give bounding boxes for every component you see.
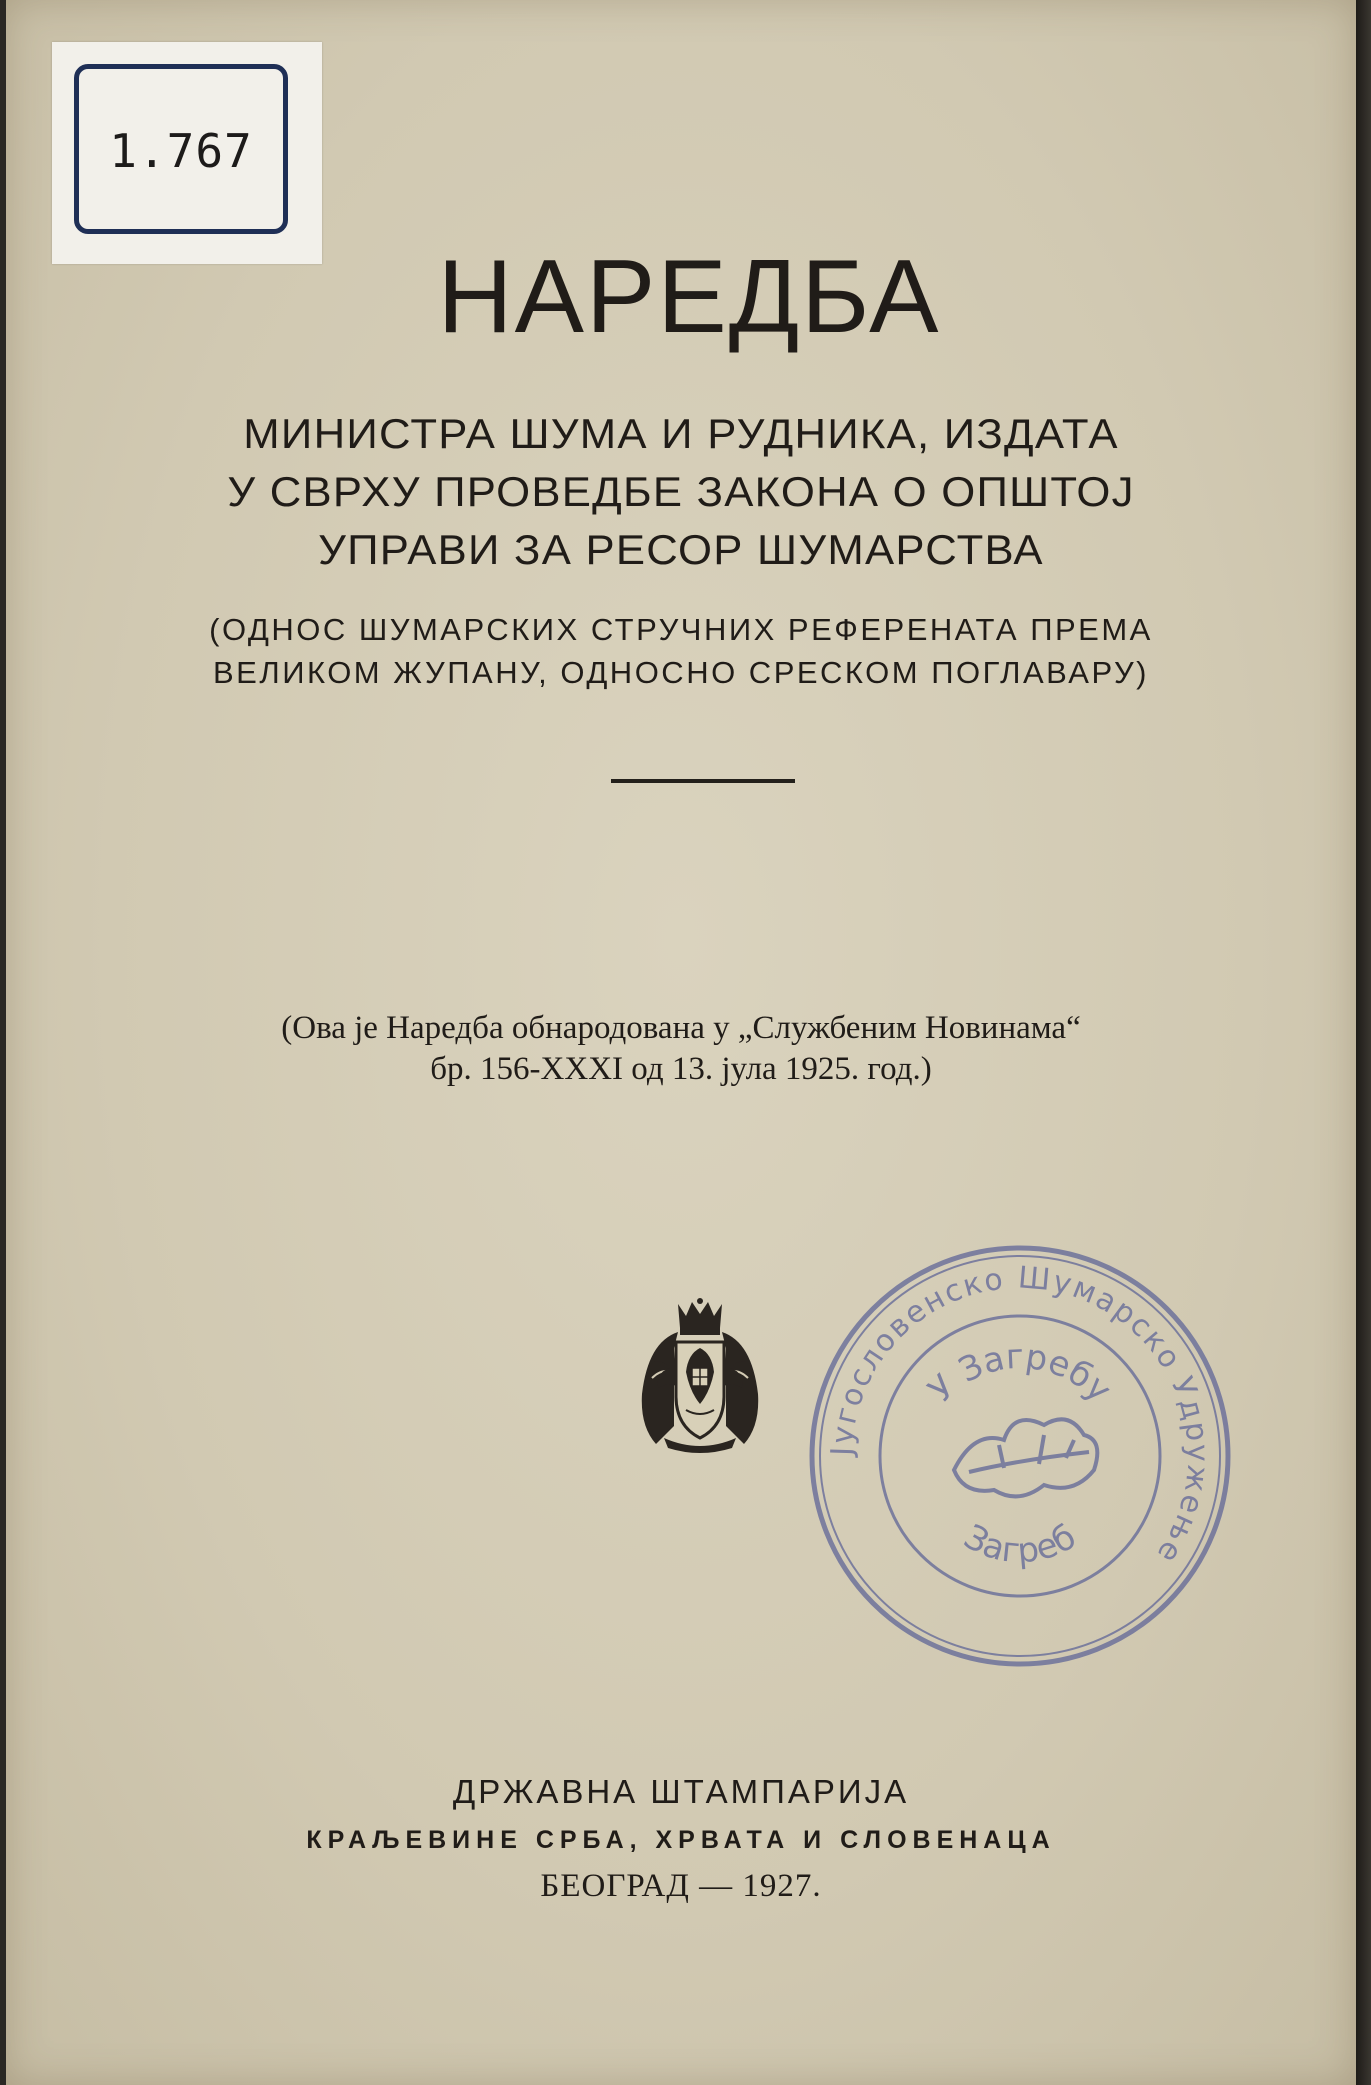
section-divider — [611, 779, 795, 783]
document-title: НАРЕДБА — [437, 239, 941, 355]
stamp-outer-text: Југословенско Шумарско Удружење — [824, 1260, 1216, 1571]
publication-line-1: (Ова је Наредба обнародована у „Службеним Новинама“ — [281, 1010, 1081, 1046]
shelf-label — [52, 42, 322, 264]
stamp-inner-top-text: У Загребу — [920, 1336, 1120, 1411]
subtitle-line-3: УПРАВИ ЗА РЕСОР ШУМАРСТВА — [318, 526, 1044, 573]
note-line-1: (ОДНОС ШУМАРСКИХ СТРУЧНИХ РЕФЕРЕНАТА ПРЕМА — [209, 612, 1153, 647]
coat-of-arms-icon — [634, 1298, 766, 1454]
stamp-inner-bottom-text: Загреб — [957, 1516, 1083, 1572]
svg-text:Загреб — [957, 1517, 1083, 1572]
shelf-label-frame — [74, 64, 288, 234]
subtitle-line-1: МИНИСТРА ШУМА И РУДНИКА, ИЗДАТА — [243, 410, 1119, 457]
note-line-2: ВЕЛИКОМ ЖУПАНУ, ОДНОСНО СРЕСКОМ ПОГЛАВАРУ) — [213, 655, 1149, 690]
svg-text:Југословенско Шумарско Удружењ — [825, 1260, 1215, 1570]
library-stamp — [804, 1240, 1236, 1672]
subtitle-line-2: У СВРХУ ПРОВЕДБЕ ЗАКОНА О ОПШТОЈ — [227, 468, 1135, 515]
oak-leaf-icon — [954, 1419, 1097, 1496]
shelf-label-number: 1.767 — [109, 124, 253, 178]
printer-line-1: ДРЖАВНА ШТАМПАРИЈА — [452, 1773, 910, 1810]
printer-line-3: БЕОГРАД — 1927. — [540, 1868, 822, 1904]
svg-text:У Загребу — [921, 1337, 1119, 1411]
printer-line-2: КРАЉЕВИНЕ СРБА, ХРВАТА И СЛОВЕНАЦА — [306, 1826, 1056, 1854]
publication-line-2: бр. 156-XXXI од 13. јула 1925. год.) — [430, 1051, 932, 1087]
document-page — [6, 0, 1356, 2085]
page-edge-shadow — [1356, 0, 1371, 2085]
